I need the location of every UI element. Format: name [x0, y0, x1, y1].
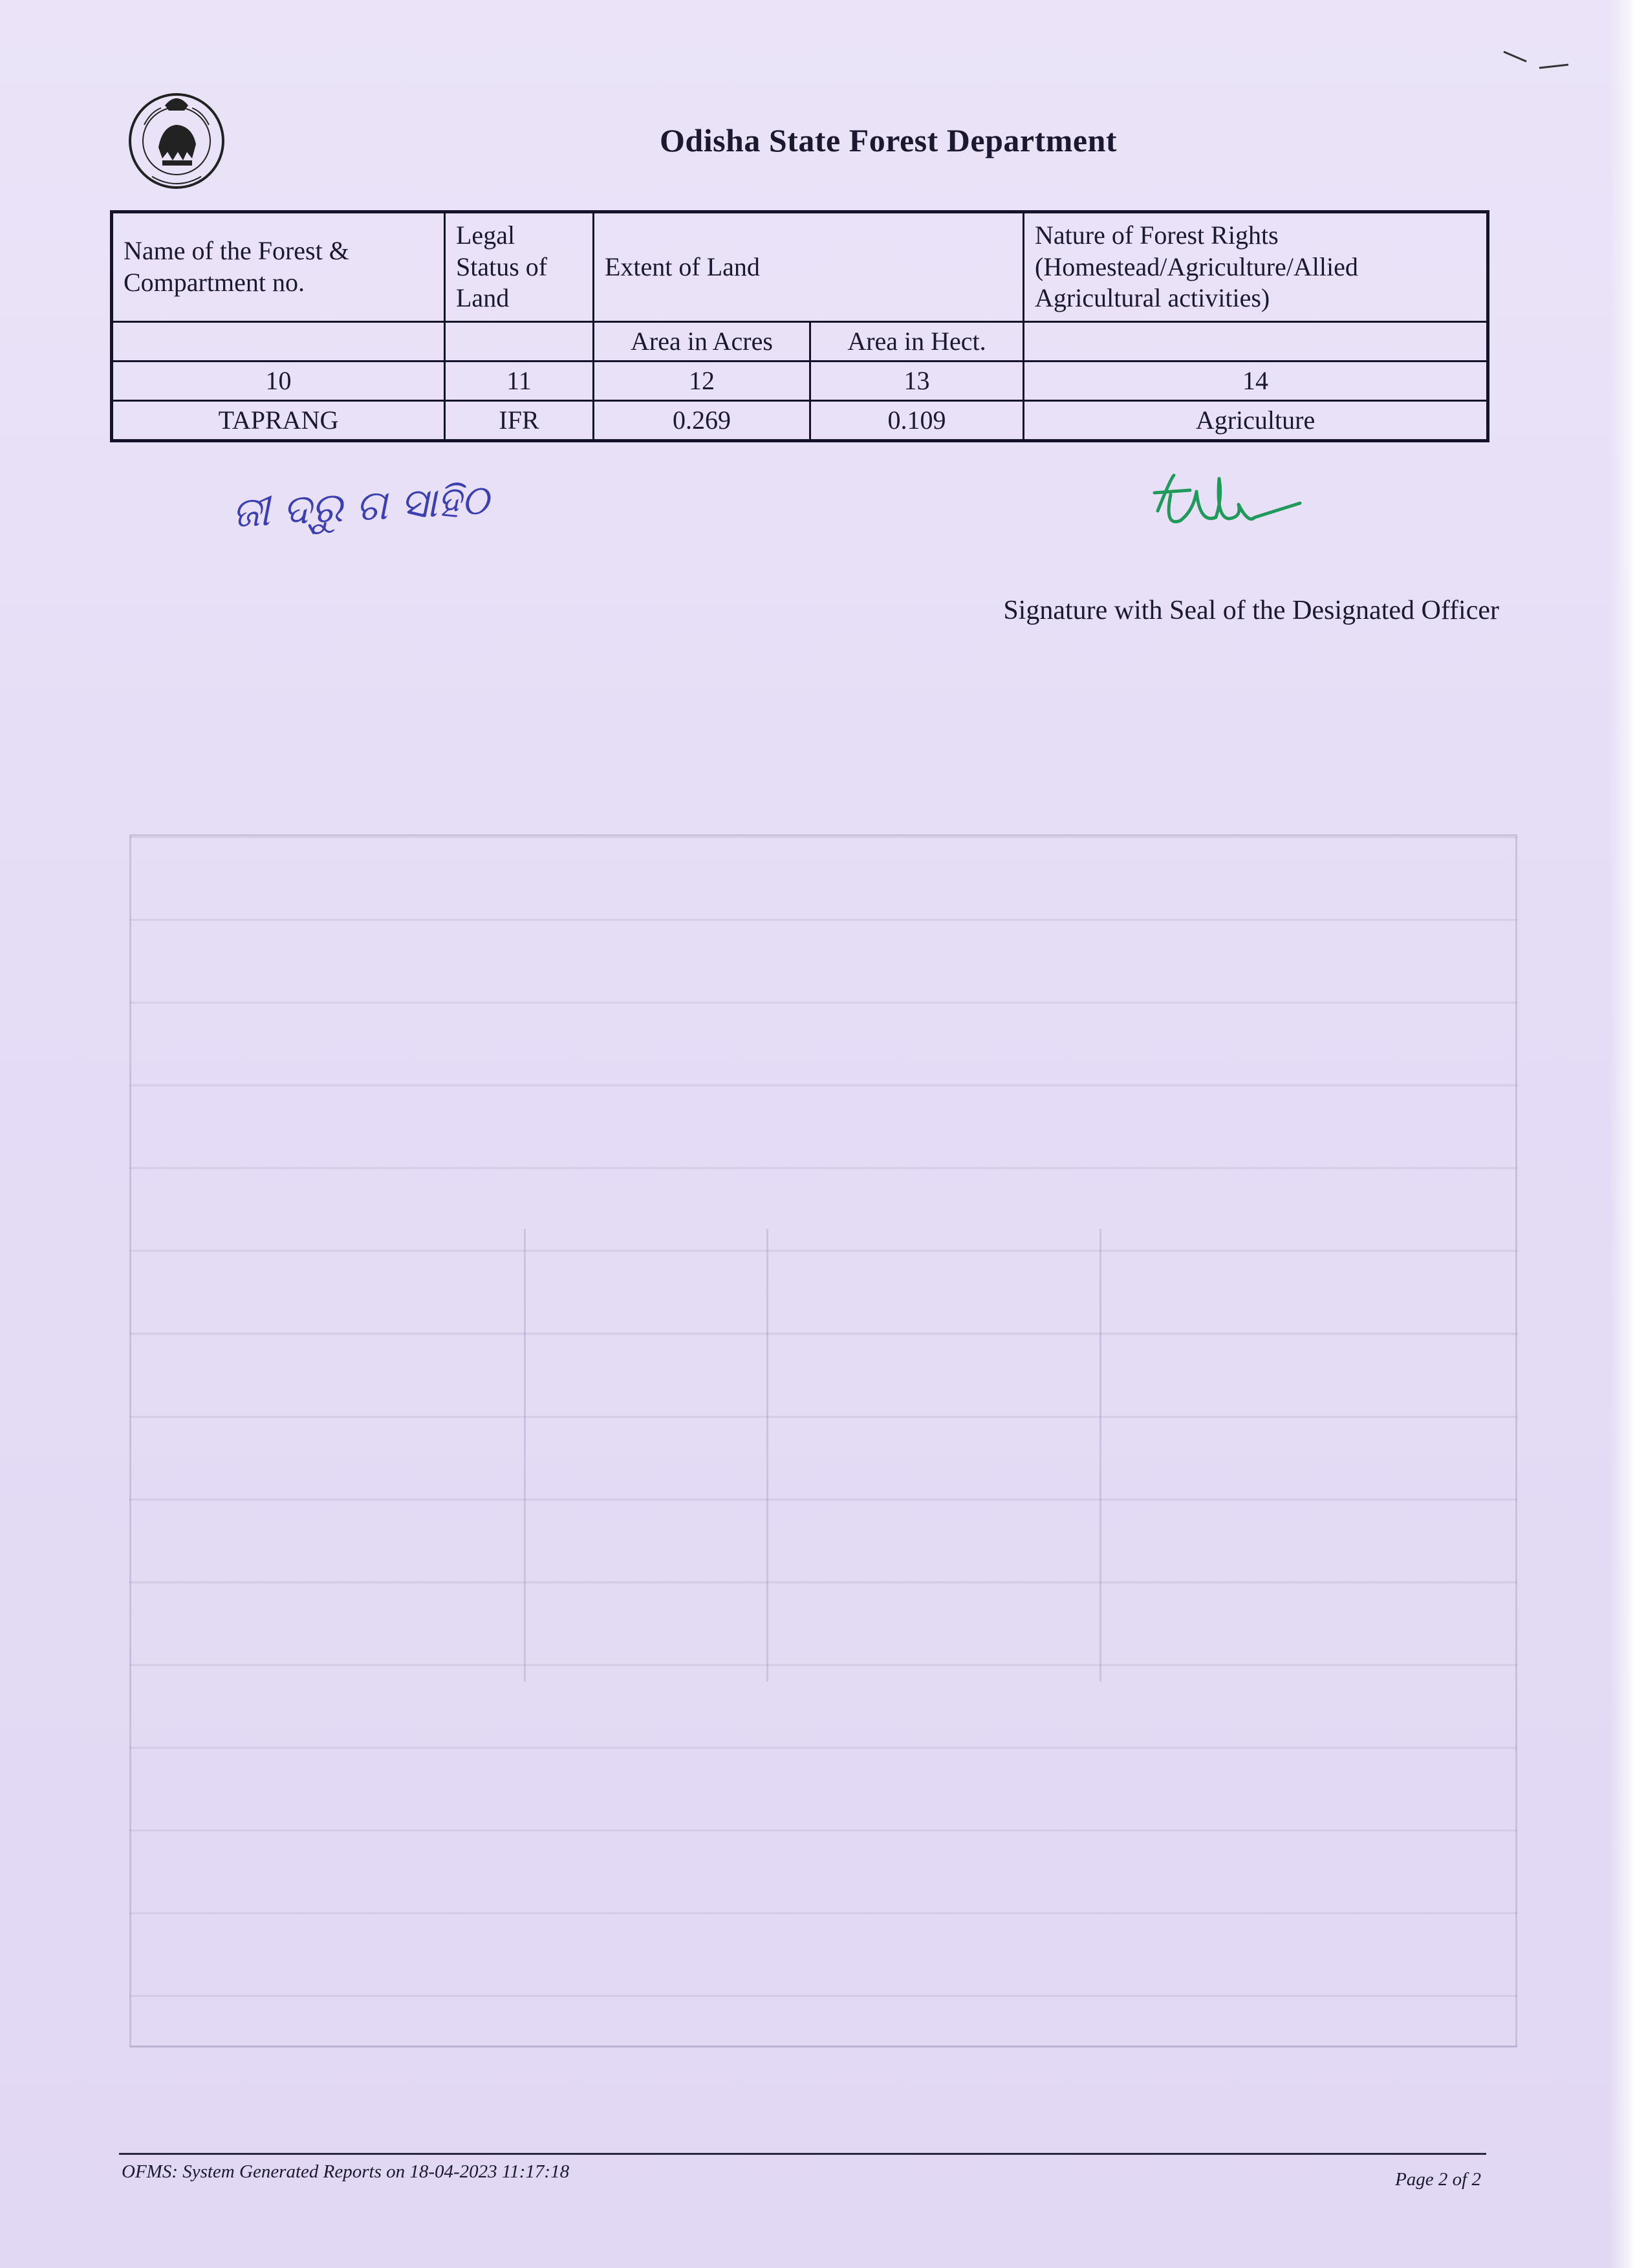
table-row [112, 401, 1488, 441]
signature-label: Signature with Seal of the Designated Officer [1003, 596, 1499, 625]
header-area-acres: Area in Acres [594, 322, 810, 362]
bleed-through-line [766, 1229, 768, 1681]
empty-cell [1024, 322, 1488, 362]
legal-status-value: IFR [445, 401, 594, 441]
bleed-through-reverse-page [129, 834, 1517, 2047]
forest-name-value: TAPRANG [112, 401, 445, 441]
page-edge [1609, 0, 1635, 2268]
header-legal-status: Legal Status of Land [445, 212, 594, 322]
table-subheader-row [112, 322, 1488, 362]
empty-cell [445, 322, 594, 362]
column-number: 11 [445, 362, 594, 401]
header-extent-of-land: Extent of Land [594, 212, 1024, 322]
column-number: 14 [1024, 362, 1488, 401]
table-header-row [112, 212, 1488, 322]
column-number: 10 [112, 362, 445, 401]
area-acres-value: 0.269 [594, 401, 810, 441]
page-number: Page 2 of 2 [1395, 2169, 1481, 2190]
forest-rights-table [110, 210, 1489, 442]
page-title: Odisha State Forest Department [660, 122, 1118, 158]
column-number-row [112, 362, 1488, 401]
officer-signature-icon [1145, 466, 1306, 543]
bleed-through-line [524, 1229, 526, 1681]
handwritten-note: ଜୀ ଦ୍ରୁ ଗ ସାହିଠ [230, 476, 490, 538]
area-hect-value: 0.109 [810, 401, 1024, 441]
bleed-through-line [1099, 1229, 1101, 1681]
column-number: 12 [594, 362, 810, 401]
footer-divider [119, 2153, 1486, 2155]
header-area-hect: Area in Hect. [810, 322, 1024, 362]
header-nature-of-rights: Nature of Forest Rights (Homestead/Agriculture/Allied Agricultural activities) [1024, 212, 1488, 322]
nature-of-rights-value: Agriculture [1024, 401, 1488, 441]
footer-generated-text: OFMS: System Generated Reports on 18-04-2023 11:17:18 [122, 2161, 570, 2182]
empty-cell [112, 322, 445, 362]
column-number: 13 [810, 362, 1024, 401]
odisha-emblem-icon [125, 80, 228, 202]
pen-mark [1500, 39, 1572, 84]
header-forest-name: Name of the Forest & Compartment no. [112, 212, 445, 322]
